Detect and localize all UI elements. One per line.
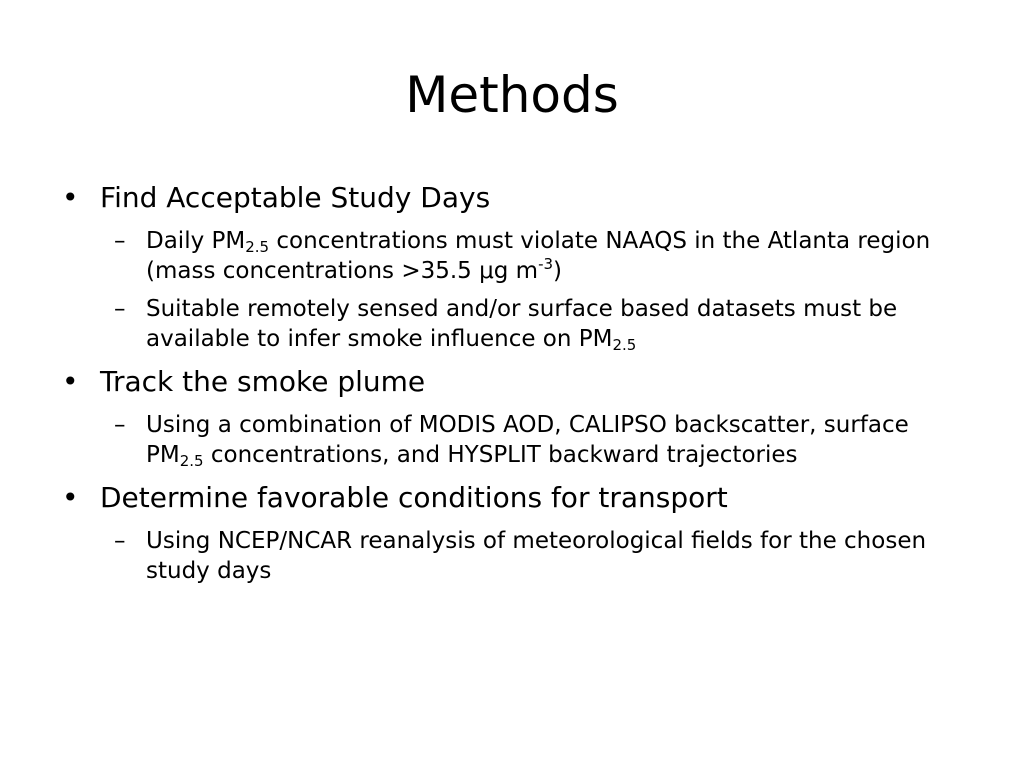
dash-icon: – [114,528,126,554]
sub-bullet-text: Suitable remotely sensed and/or surface based datasets must be available to infer smoke influence on PM [146,296,898,352]
sub-bullet-text: concentrations must violate NAAQS in the Atlanta region (mass concentrations >35.5 μg m [146,228,931,284]
sub-bullet-item [114,226,962,286]
bullet-icon: • [62,365,79,398]
subscript: 2.5 [245,238,270,256]
bullet-icon: • [62,181,79,214]
dash-icon: – [114,228,126,254]
sub-bullet-text: Daily PM [146,228,246,254]
sub-bullet-item [114,294,962,354]
bullet-text: Determine favorable conditions for transport [100,481,728,514]
sub-bullet-text: Using NCEP/NCAR reanalysis of meteorological fields for the chosen study days [146,528,927,584]
sub-bullet-item [114,410,962,470]
dash-icon: – [114,296,126,322]
bullet-icon: • [62,481,79,514]
sub-bullet-text: Using a combination of MODIS AOD, CALIPSO backscatter, surface PM [146,412,909,468]
sub-bullet-text: concentrations, and HYSPLIT backward trajectories [203,442,798,468]
dash-icon: – [114,412,126,438]
bullet-text: Find Acceptable Study Days [100,181,491,214]
subscript: 2.5 [612,336,637,354]
subscript: 2.5 [179,452,204,470]
bullet-text: Track the smoke plume [100,365,426,398]
sub-bullet-item [114,526,962,586]
superscript: -3 [538,255,554,273]
bullet-item [62,478,962,518]
bullet-list [62,178,962,586]
bullet-item [62,178,962,218]
sub-bullet-text: ) [553,258,563,284]
slide-title: Methods [405,66,619,124]
bullet-item [62,362,962,402]
